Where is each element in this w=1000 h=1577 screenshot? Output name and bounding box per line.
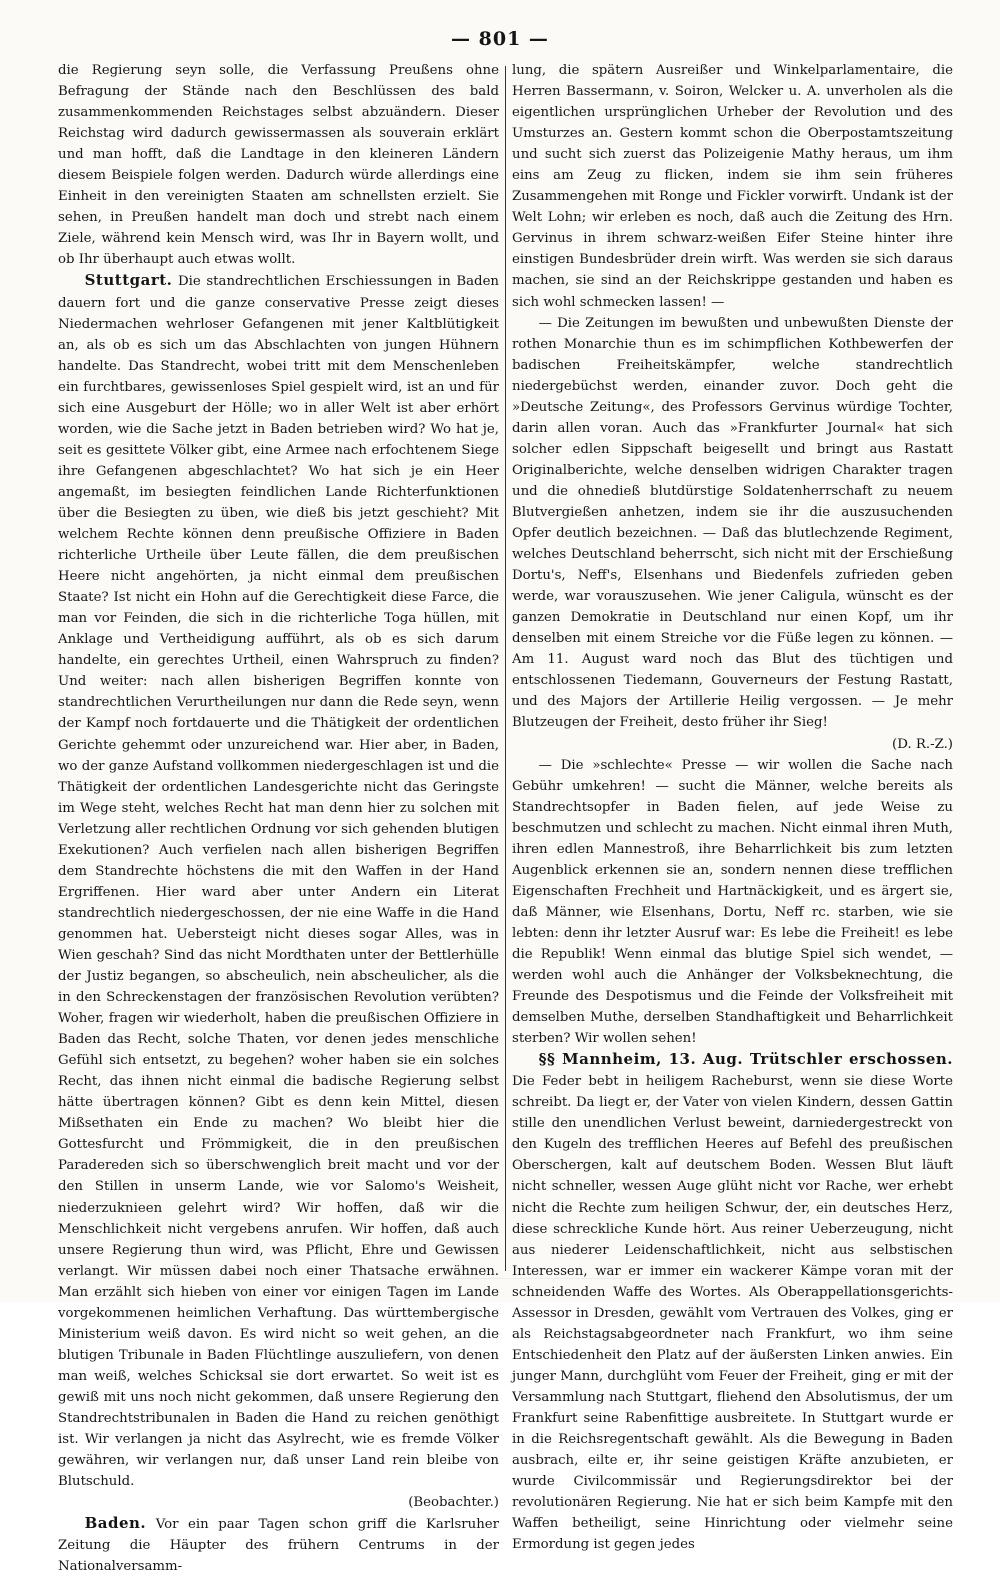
article-heading: Stuttgart. bbox=[84, 271, 173, 290]
page-number: — 801 — bbox=[451, 28, 549, 50]
bleed-through-footer bbox=[58, 1278, 953, 1297]
right-column bbox=[512, 60, 953, 1553]
article-text: lung, die spätern Ausreißer und Winkelparlamentaire, die Herren Bassermann, v. Soiron, Welcker u. A. unverholen als die eigentlichen ursprünglichen Urheber der Revolution und des Umsturzes an. Gestern kommt schon die Oberpostamtszeitung und sucht sich zuerst das Polizeigenie Mathy heraus, um ihm eins am Zeug zu flicken, indem sie ihm sein früheres Zusammengehen mit Ronge und Fickler vorwirft. Undank ist der Welt Lohn; wir erleben es noch, daß auch die Zeitung des Hrn. Gervinus in ihrem schwarz-weißen Eifer Steine hinter ihre einstigen Bundesbrüder drein wirft. Was werden sie sich daraus machen, sie sind an der Reichskrippe gestanden und haben es sich wohl schmecken lassen! — bbox=[512, 63, 953, 310]
article-text: — Die »schlechte« Presse — wir wollen die Sache nach Gebühr umkehren! — sucht die Männer, welche bereits als Standrechtsopfer in Baden fielen, auf jede Weise zu beschmutzen und schlecht zu machen. Nicht einmal ihren Muth, ihren edlen Mannestroß, ihre Beharrlichkeit bis zum letzten Augenblick erkennen sie an, sondern nennen diese trefflichen Eigenschaften Frechheit und Hartnäckigkeit, und es ärgert sie, daß Männer, wie Elsenhans, Dortu, Neff rc. starben, wie sie lebten: denn ihr letzter Ausruf war: Es lebe die Freiheit! es lebe die Republik! Wenn einmal das blutige Spiel sich wendet, — werden wohl auch die Anhänger der Volksbeknechtung, die Freunde des Despotismus und die Feinde der Volksfreiheit mit demselben Muthe, derselben Standhaftigkeit und Beharrlichkeit sterben? Wir wollen sehen! bbox=[512, 757, 953, 1047]
article-source: (D. R.-Z.) bbox=[892, 736, 953, 752]
article-text: die Regierung seyn solle, die Verfassung Preußens ohne Befragung der Stände nach den Beschlüssen des bald zusammenkommenden Reichstages selbst abzuändern. Dieser Reichstag wird dadurch gewissermassen als souverain erklärt und man hofft, daß die Landtage in den kleineren Ländern diesem Beispiele folgen werden. Dadurch würde allerdings eine Einheit in den vereinigten Staaten am schnellsten erzielt. Sie sehen, in Preußen handelt man doch und strebt nach einem Ziele, während kein Mensch wird, was Ihr in Bayern wollt, und ob Ihr überhaupt auch etwas wollt. bbox=[58, 63, 499, 268]
article-heading: Baden. bbox=[84, 1514, 147, 1533]
paragraph bbox=[58, 60, 499, 270]
article-text: Die standrechtlichen Erschiessungen in Baden dauern fort und die ganze conservative Presse zeigt dieses Niedermachen wehrloser Gefangenen mit jener Kaltblütigkeit an, als ob es sich um das Abschlachten von jungen Hühnern handelte. Das Standrecht, wobei tritt mit dem Menschenleben ein furchtbares, gewissenloses Spiel gespielt wird, ist an und für sich eine Ausgeburt der Hölle; wo in aller Welt ist aber erhört worden, wie die Sache jetzt in Baden betrieben wird? Wo hat je, seit es gesittete Völker gibt, eine Armee nach erfochtenem Siege ihre Gefangenen abgeschlachtet? Wo hat sich je ein Heer angemaßt, im besiegten feindlichen Lande Richterfunktionen über die Besiegten zu üben, wie dieß bis jetzt geschieht? Mit welchem Rechte können denn preußische Offiziere in Baden richterliche Urtheile über Leute fällen, die dem preußischen Heere nicht angehörten, ja nicht einmal dem preußischen Staate? Ist nicht ein Hohn auf die Gerechtigkeit diese Farce, die man vor Feinden, die sich in die richterliche Toga hüllen, mit Anklage und Vertheidigung aufführt, als ob es sich darum handelte, ein gerechtes Urtheil, einen Wahrspruch zu finden? Und weiter: nach allen bisherigen Begriffen konnte von standrechtlichen Verurtheilungen nur dann die Rede seyn, wenn der Kampf noch fortdauerte und die Thätigkeit der ordentlichen Gerichte gehemmt oder unzureichend war. Hier aber, in Baden, wo der ganze Aufstand vollkommen niedergeschlagen ist und die Thätigkeit der ordentlichen Landesgerichte nicht das Geringste im Wege steht, welches Recht hat man denn hier zu solchen mit Verletzung aller rechtlichen Ordnung vor sich gehenden blutigen Exekutionen? Auch verfielen nach allen bisherigen Begriffen dem Standrechte höchstens die mit den Waffen in der Hand Ergriffenen. Hier ward aber unter Andern ein Literat standrechtlich niedergeschossen, der nie eine Waffe in die Hand genommen hat. Uebersteigt nicht dieses sogar Alles, was in Wien geschah? Sind das nicht Mordthaten unter der Bettlerhülle der Justiz begangen, so abscheulich, nein abscheulicher, als die in den Schreckenstagen der französischen Revolution verübten? Woher, fragen wir wiederholt, haben die preußischen Offiziere in Baden das Recht, solche Thaten, vor denen jedes menschliche Gefühl sich entsetzt, zu begehen? woher haben sie ein solches Recht, das ihnen nicht einmal die badische Regierung selbst hätte übertragen können? Gibt es denn kein Mittel, diesen Mißsethaten ein Ende zu machen? Wo bleibt hier die Gottesfurcht und Frömmigkeit, die in den preußischen Paradereden sich so überschwenglich breit macht und vor der den Stillen in unserm Lande, wie vor Salomo's Weisheit, niederzuknieen gelehrt wird? Wir hoffen, daß wir die Menschlichkeit nicht vergebens anrufen. Wir hoffen, daß auch unsere Regierung thun wird, was Pflicht, Ehre und Gewissen verlangt. Wir müssen dabei noch einer Thatsache erwähnen. Man erzählt sich hieben von einer vor einigen Tagen im Lande vorgekommenen heimlichen Verhaftung. Das württembergische Ministerium weiß davon. Es wird nicht so weit gehen, an die blutigen Tribunale in Baden Flüchtlinge auszuliefern, von denen man weiß, welches Schicksal sie dort erwartet. So weit ist es gewiß mit uns noch nicht gekommen, daß unsere Regierung den Standrechtstribunalen in Baden die Hand zu reichen genöthigt ist. Wir verlangen ja nicht das Asylrecht, wie es fremde Völker gewähren, wir verlangen nur, daß unser Land rein bleibe von Blutschuld. bbox=[58, 274, 499, 1490]
article-source: (Beobachter.) bbox=[408, 1495, 499, 1511]
article-text: Vor ein paar Tagen schon griff die Karlsruher Zeitung die Häupter des frühern Centrums in der Nationalversamm- bbox=[58, 1517, 499, 1575]
article-heading: §§ Mannheim, 13. Aug. Trütschler erschossen. bbox=[538, 1050, 953, 1069]
column-divider bbox=[505, 66, 506, 1271]
paragraph bbox=[512, 60, 953, 313]
article-text: — Die Zeitungen im bewußten und unbewußten Dienste der rothen Monarchie thun es im schimpflichen Kothbewerfen der badischen Freiheitskämpfer, welche standrechtlich niedergebüchst werden, einander zuvor. Doch geht die »Deutsche Zeitung«, des Professors Gervinus würdige Tochter, darin allen voran. Auch das »Frankfurter Journal« hat sich solcher edlen Sippschaft beigesellt und bringt aus Rastatt Originalberichte, welche denselben widrigen Charakter tragen und die ohnedieß blutdürstige Soldatenherrschaft zu neuem Blutvergießen anhetzen, indem sie ihr die auszusuchenden Opfer deutlich bezeichnen. — Daß das blutlechzende Regiment, welches Deutschland beherrscht, sich nicht mit der Erschießung Dortu's, Neff's, Elsenhans und Biedenfels zufrieden geben werde, war vorauszusehen. Wie jener Caligula, wünscht es der ganzen Demokratie in Deutschland nur einen Kopf, um ihr denselben mit einem Streiche vor die Füße legen zu können. — Am 11. August ward noch das Blut des tüchtigen und entschlossenen Tiedemann, Gouverneurs der Festung Rastatt, und des Majors der Artillerie Heilig vergossen. — Je mehr Blutzeugen der Freiheit, desto früher ihr Sieg! bbox=[512, 315, 953, 731]
article-text: Die Feder bebt in heiligem Racheburst, wenn sie diese Worte schreibt. Da liegt er, der Vater von vielen Kindern, dessen Gattin stille den unendlichen Verlust beweint, darniedergestreckt von den Kugeln des trefflichen Heeres auf Befehl des preußischen Oberschergen, kalt auf deutschem Boden. Wessen Blut läuft nicht schneller, wessen Auge glüht nicht vor Rache, wer erhebt nicht die Rechte zum heiligen Schwur, der, ein deutsches Herz, diese schreckliche Kunde hört. Aus reiner Ueberzeugung, nicht aus niederer Leidenschaftlichkeit, nicht aus selbstischen Interessen, war er immer ein wackerer Kämpe voran mit der schneidenden Waffe des Wortes. Als Oberappellationsgerichts-Assessor in Dresden, gewählt vom Vertrauen des Volkes, ging er als Reichstagsabgeordneter nach Frankfurt, wo ihm seine Entschiedenheit den Platz auf der äußersten Linken anwies. Ein junger Mann, durchglüht vom Feuer der Freiheit, ging er mit der Versammlung nach Stuttgart, fliehend den Absolutismus, der um Frankfurt seine Rabenfittige ausbreitete. In Stuttgart wurde er in die Reichsregentschaft gewählt. Als die Bewegung in Baden ausbrach, eilte er, ihr seine geistigen Kräfte anzubieten, er wurde Civilcommissär und Regierungsdirektor bei der revolutionären Regierung. Nie hat er sich beim Kampfe mit den Waffen betheiligt, seine Hinrichtung oder vielmehr seine Ermordung ist gegen jedes bbox=[512, 1074, 953, 1553]
article-paragraph bbox=[512, 1049, 953, 1555]
paragraph bbox=[512, 755, 953, 1050]
article-paragraph bbox=[58, 1513, 499, 1577]
paragraph bbox=[512, 313, 953, 755]
article-paragraph bbox=[58, 270, 499, 1513]
left-column bbox=[58, 60, 499, 1575]
